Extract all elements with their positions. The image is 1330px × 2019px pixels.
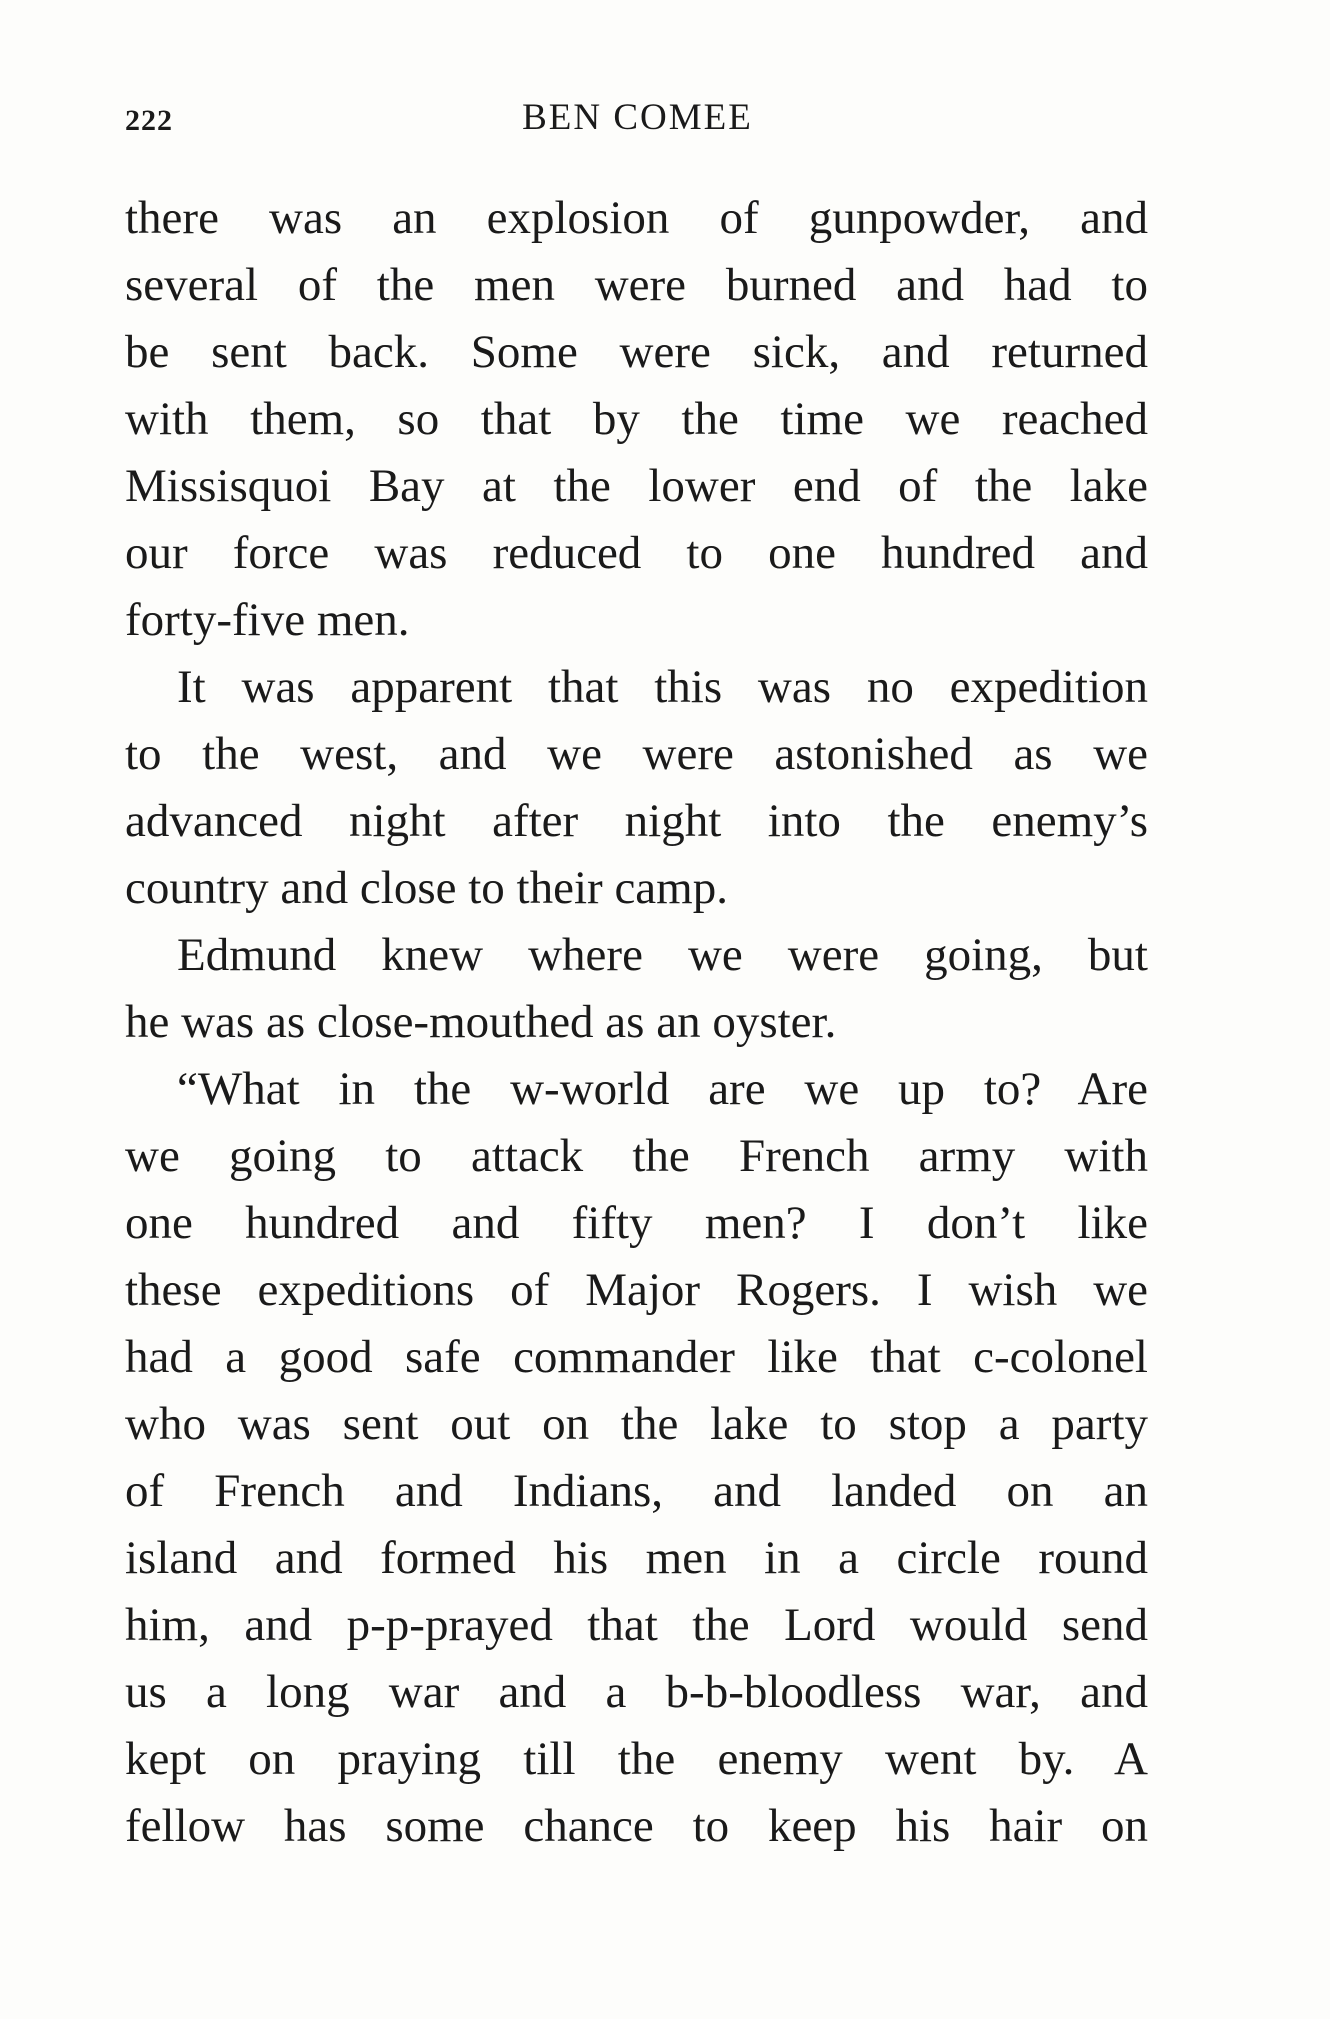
body-text [125,185,1148,1860]
text-line: It was apparent that this was no expedition [177,661,1148,713]
text-line: country and close to their camp. [125,862,728,914]
text-line: be sent back. Some were sick, and returned [125,326,1148,378]
text-line: forty-five men. [125,594,410,646]
text-line: with them, so that by the time we reached [125,393,1148,445]
text-line: Missisquoi Bay at the lower end of the lake [125,460,1148,512]
text-line: him, and p-p-prayed that the Lord would send [125,1599,1148,1651]
text-line: to the west, and we were astonished as we [125,728,1148,780]
running-title: BEN COMEE [522,97,753,138]
text-line: who was sent out on the lake to stop a party [125,1398,1148,1450]
text-line: he was as close-mouthed as an oyster. [125,996,837,1048]
text-line: several of the men were burned and had to [125,259,1148,311]
text-line: island and formed his men in a circle round [125,1532,1148,1584]
page-number: 222 [125,104,173,137]
text-line: these expeditions of Major Rogers. I wish we [125,1264,1148,1316]
text-line: advanced night after night into the enemy’s [125,795,1148,847]
text-line: had a good safe commander like that c-colonel [125,1331,1148,1383]
text-line: Edmund knew where we were going, but [177,929,1148,981]
text-line: one hundred and fifty men? I don’t like [125,1197,1148,1249]
text-line: “What in the w-world are we up to? Are [177,1063,1148,1115]
page-header [125,96,1150,146]
text-line: our force was reduced to one hundred and [125,527,1148,579]
text-line: of French and Indians, and landed on an [125,1465,1148,1517]
text-line: kept on praying till the enemy went by. A [125,1733,1148,1785]
text-line: fellow has some chance to keep his hair on [125,1800,1148,1852]
text-line: there was an explosion of gunpowder, and [125,192,1148,244]
text-line: us a long war and a b-b-bloodless war, and [125,1666,1148,1718]
text-line: we going to attack the French army with [125,1130,1148,1182]
